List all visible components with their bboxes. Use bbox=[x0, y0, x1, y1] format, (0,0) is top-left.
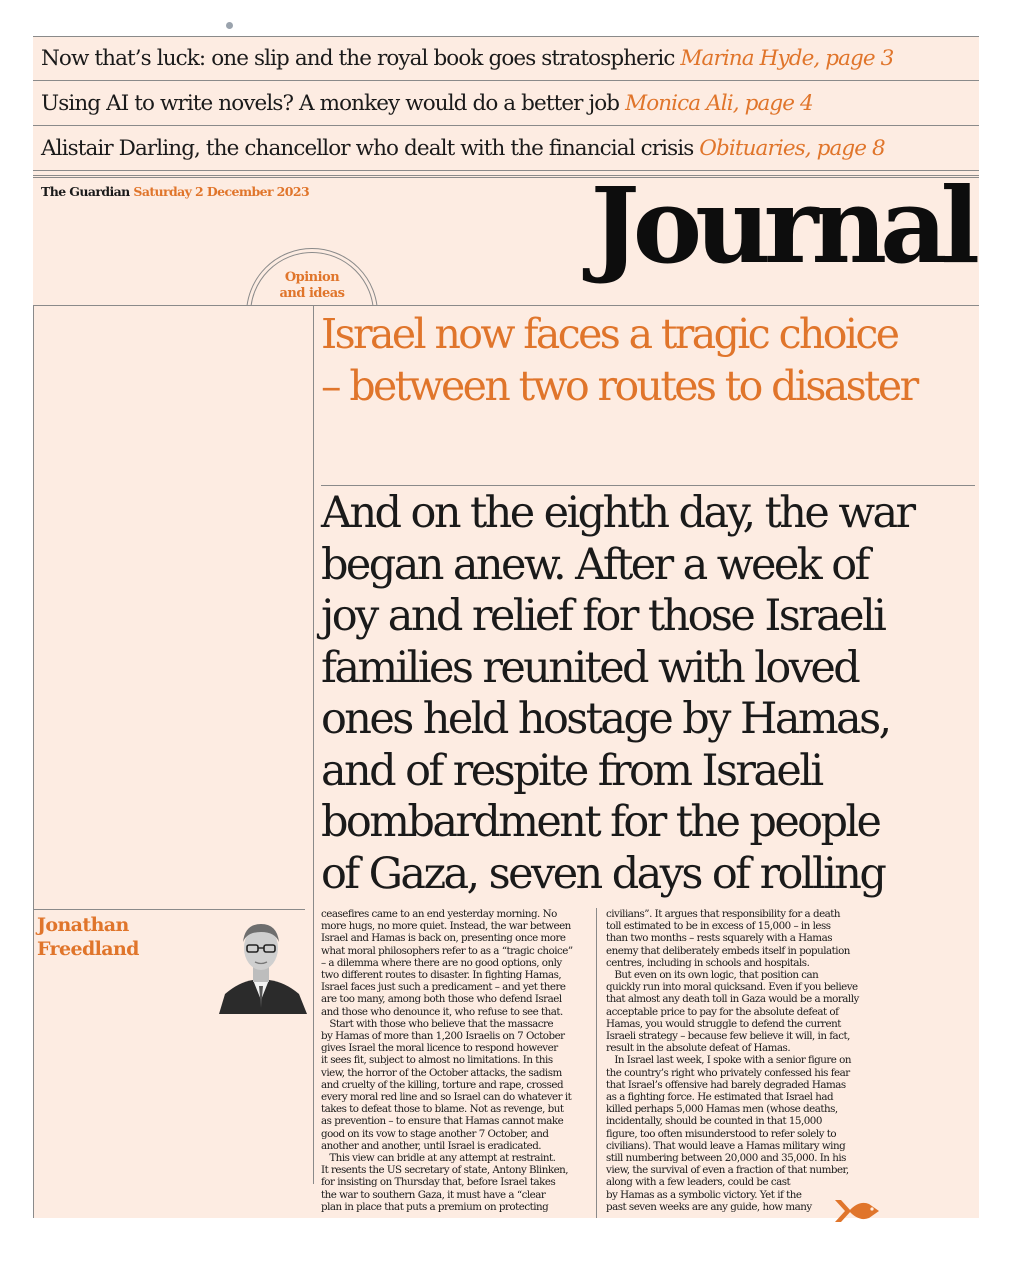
body-line: In Israel last week, I spoke with a senior figure on bbox=[606, 1054, 852, 1067]
badge-label bbox=[246, 270, 378, 302]
headline-line: – between two routes to disaster bbox=[321, 362, 917, 410]
body-line: ceasefires came to an end yesterday morning. No bbox=[321, 908, 557, 920]
teaser-headline: Using AI to write novels? A monkey would do a better job bbox=[41, 91, 620, 116]
teaser-2[interactable] bbox=[33, 82, 979, 126]
body-line: This view can bridle at any attempt at restraint. bbox=[321, 1152, 556, 1165]
body-line: gives Israel the moral licence to respond however bbox=[321, 1042, 558, 1055]
body-line: view, the horror of the October attacks, the sadism bbox=[321, 1066, 562, 1079]
standfirst-line: of Gaza, seven days of rolling bbox=[321, 848, 885, 899]
badge-line-1: Opinion bbox=[284, 270, 340, 285]
body-line: It resents the US secretary of state, Antony Blinken, bbox=[321, 1164, 569, 1177]
standfirst-line: ones held hostage by Hamas, bbox=[321, 694, 890, 744]
body-line: every moral red line and so Israel can do whatever it bbox=[321, 1091, 572, 1104]
body-line: what moral philosophers refer to as a “tragic choice” bbox=[321, 944, 573, 957]
body-line: But even on its own logic, that position can bbox=[606, 969, 819, 982]
standfirst-line: joy and relief for those Israeli bbox=[321, 591, 885, 641]
author-last-name: Freedland bbox=[37, 938, 139, 960]
body-line: takes to defeat those to blame. Not as revenge, but bbox=[321, 1103, 564, 1116]
body-line: by Hamas of more than 1,200 Israelis on 7 October bbox=[321, 1030, 565, 1043]
standfirst-rule bbox=[321, 485, 975, 486]
body-line: Israeli strategy – because few believe it will, in fact, bbox=[606, 1030, 850, 1043]
body-line: Israel and Hamas is back on, presenting once more bbox=[321, 932, 566, 945]
body-line: past seven weeks are any guide, how many bbox=[606, 1200, 812, 1213]
body-line: as a fighting force. He estimated that Israel had bbox=[606, 1091, 834, 1104]
body-line: than two months – rests squarely with a Hamas bbox=[606, 932, 832, 945]
body-line: the war to southern Gaza, it must have a “clear bbox=[321, 1188, 546, 1201]
column-rule bbox=[313, 306, 314, 1184]
badge-line-2: and ideas bbox=[279, 286, 345, 301]
body-line: that Israel’s offensive had barely degraded Hamas bbox=[606, 1078, 846, 1091]
body-line: it sees fit, subject to almost no limitations. In this bbox=[321, 1054, 553, 1067]
masthead-line bbox=[41, 184, 309, 199]
body-line: figure, too often misunderstood to refer solely to bbox=[606, 1127, 837, 1140]
body-line: two different routes to disaster. In fighting Hamas, bbox=[321, 969, 562, 982]
teaser-page-ref: Monica Ali, page 4 bbox=[625, 91, 813, 116]
body-line: – a dilemma where there are no good options, only bbox=[321, 956, 562, 969]
standfirst-line: And on the eighth day, the war bbox=[321, 488, 914, 538]
article-headline bbox=[321, 308, 981, 412]
body-line: Israel faces just such a predicament – and yet there bbox=[321, 981, 566, 994]
body-column-rule bbox=[596, 908, 597, 1218]
body-line: view, the survival of even a fraction of that number, bbox=[606, 1164, 849, 1177]
body-line: another and another, until Israel is eradicated. bbox=[321, 1139, 542, 1152]
issue-date: Saturday 2 December 2023 bbox=[133, 184, 310, 199]
standfirst-line: began anew. After a week of bbox=[321, 539, 868, 590]
body-line: good on its vow to stage another 7 October, and bbox=[321, 1127, 549, 1140]
body-line: killed perhaps 5,000 Hamas men (whose deaths, bbox=[606, 1103, 838, 1116]
newspaper-page bbox=[33, 36, 979, 1218]
teaser-headline: Now that’s luck: one slip and the royal book goes stratospheric bbox=[41, 46, 675, 71]
brand-name: The Guardian bbox=[41, 184, 130, 199]
body-line: acceptable price to pay for the absolute defeat of bbox=[606, 1005, 839, 1018]
body-line: are too many, among both those who defend Israel bbox=[321, 993, 562, 1006]
teaser-headline: Alistair Darling, the chancellor who dealt with the financial crisis bbox=[41, 136, 694, 161]
masthead-rule bbox=[33, 305, 979, 306]
body-line: and those who denounce it, who refuse to see that. bbox=[321, 1005, 563, 1018]
teaser-page-ref: Obituaries, page 8 bbox=[699, 136, 885, 161]
body-line: along with a few leaders, could be cast bbox=[606, 1176, 791, 1189]
body-line: Start with those who believe that the massacre bbox=[321, 1017, 554, 1030]
body-line: civilians”. It argues that responsibility for a death bbox=[606, 908, 841, 920]
headline-line: Israel now faces a tragic choice bbox=[321, 310, 898, 358]
body-line: and cruelty of the killing, torture and rape, crossed bbox=[321, 1078, 564, 1091]
body-line: the country’s right who privately confessed his fear bbox=[606, 1066, 850, 1079]
standfirst-line: and of respite from Israeli bbox=[321, 745, 822, 796]
body-line: that almost any death toll in Gaza would be a morally bbox=[606, 993, 859, 1006]
teaser-page-ref: Marina Hyde, page 3 bbox=[680, 46, 894, 71]
body-line: Hamas, you would struggle to defend the current bbox=[606, 1017, 841, 1030]
article-body-column-1 bbox=[321, 908, 586, 1213]
standfirst-line: families reunited with loved bbox=[321, 642, 859, 693]
body-line: result in the absolute defeat of Hamas. bbox=[606, 1042, 791, 1055]
body-line: plan in place that puts a premium on protecting bbox=[321, 1200, 549, 1213]
article-standfirst bbox=[321, 488, 981, 900]
left-edge-rule bbox=[33, 306, 34, 1218]
body-line: as prevention – to ensure that Hamas cannot make bbox=[321, 1115, 564, 1128]
author-portrait-icon bbox=[215, 912, 307, 1014]
scan-mark bbox=[226, 22, 233, 29]
body-line: by Hamas as a symbolic victory. Yet if the bbox=[606, 1188, 802, 1201]
section-title: Journal bbox=[590, 164, 973, 287]
body-line: for insisting on Thursday that, before Israel takes bbox=[321, 1176, 556, 1189]
body-line: still numbering between 20,000 and 35,000. In his bbox=[606, 1152, 846, 1165]
body-line: centres, including in schools and hospitals. bbox=[606, 956, 810, 969]
continue-arrow-icon[interactable] bbox=[833, 1196, 883, 1226]
body-line: enemy that deliberately embeds itself in population bbox=[606, 944, 850, 957]
opinion-badge bbox=[246, 246, 382, 306]
byline-rule bbox=[33, 909, 305, 910]
body-line: quickly run into moral quicksand. Even if you believe bbox=[606, 981, 858, 994]
body-line: incidentally, should be counted in that 15,000 bbox=[606, 1115, 822, 1128]
author-first-name: Jonathan bbox=[37, 914, 129, 936]
author-byline bbox=[37, 913, 139, 961]
standfirst-line: bombardment for the people bbox=[321, 797, 880, 847]
body-line: more hugs, no more quiet. Instead, the war between bbox=[321, 920, 571, 933]
author-photo bbox=[215, 912, 307, 1014]
body-line: toll estimated to be in excess of 15,000 – in less bbox=[606, 920, 831, 933]
article-body-column-2 bbox=[606, 908, 871, 1213]
teaser-1[interactable] bbox=[33, 37, 979, 81]
body-line: civilians). That would leave a Hamas military wing bbox=[606, 1139, 846, 1152]
